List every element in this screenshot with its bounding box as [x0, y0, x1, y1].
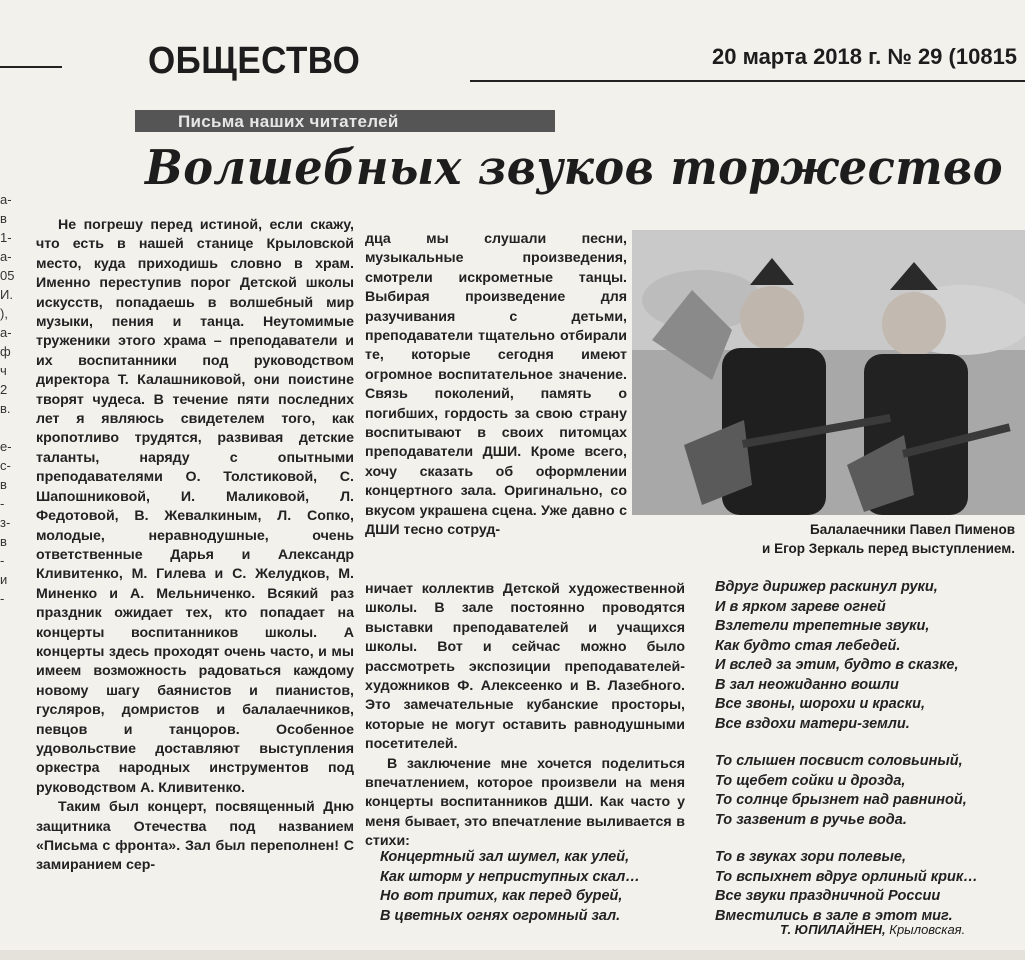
poem-line: То в звуках зори полевые,	[715, 849, 906, 865]
author-place: Крыловская.	[889, 922, 966, 937]
edge-fragment: в	[0, 211, 7, 226]
article-column-2-continued	[365, 580, 685, 852]
edge-fragment: а-	[0, 192, 12, 207]
issue-date: 20 марта 2018 г. № 29 (10815	[712, 44, 1018, 69]
edge-fragment: -	[0, 553, 5, 568]
paragraph: ничает коллектив Детской художественной школы. В зале постоянно проводятся выставки преподавателей и учащихся школы. Вот и сейчас можно было рассмотреть экспозиции преподавателей-художников Ф. Алексеенко и В. Лазебного. Это замечательные кубанские просторы, которые не могут оставить равнодушными посетителей.	[365, 581, 685, 753]
page-bottom-edge	[0, 950, 1025, 960]
edge-fragment: а-	[0, 249, 12, 264]
poem-line: Все звуки праздничной России	[715, 888, 941, 904]
edge-fragment: 1-	[0, 230, 12, 245]
article-column-1	[36, 216, 354, 876]
poem-line: И вслед за этим, будто в сказке,	[715, 657, 959, 673]
poem-line: И в ярком зареве огней	[715, 598, 886, 615]
poem-line: То щебет сойки и дрозда,	[715, 772, 906, 789]
article-column-2	[365, 230, 627, 541]
paragraph: Не погрешу перед истиной, если скажу, что есть в нашей станице Крыловской место, куда приходишь словно в храм. Именно переступив порог Детской школы искусств, попадаешь в волшебный мир музыки, пения и танца. Неутомимые труженики этого храма – преподаватели и их воспитанники под руководством директора Т. Калашниковой, они поистине творят чудеса. В течение пяти последних лет я являюсь свидетелем того, как кропотливо трудятся, развивая детские таланты, наряду с опытными преподавателями О. Толстиковой, С. Шапошниковой, И. Маликовой, Л. Федотовой, В. Жевалкиным, Л. Сопко, молодые, неравнодушные, очень ответственные Дарья и Александр Кливитенко, М. Гилева и С. Желудков, М. Миненко и А. Мельниченко. Всякий раз праздник ожидает тех, кто попадает на концерты воспитанников школы. А концерты здесь проходят очень часто, и мы имеем возможность радоваться каждому новому шагу баянистов и пианистов, гусляров, домристов и балалаечников, певцов и танцоров. Особенное удовольствие доставляют выступления оркестра народных инструментов под руководством А. Кливитенко.	[36, 217, 354, 796]
paragraph: В заключение мне хочется поделиться впечатлением, которое произвели на меня концерты воспитанников ДШИ. Как часто у меня бывает, это впечатление выливается в стихи:	[365, 755, 685, 850]
poem-line: То зазвенит в ручье вода.	[715, 811, 907, 828]
edge-fragment: -	[0, 496, 5, 511]
poem-line: В цветных огнях огромный зал.	[380, 907, 621, 924]
poem-line: То вспыхнет вдруг орлиный крик…	[715, 868, 978, 885]
section-title: ОБЩЕСТВО	[148, 40, 361, 82]
author-name: Т. ЮПИЛАЙНЕН,	[780, 922, 886, 937]
edge-fragment: а-	[0, 325, 12, 340]
poem-line: В зал неожиданно вошли	[715, 676, 899, 693]
photo-caption	[700, 520, 1015, 558]
poem-line: Все вздохи матери-земли.	[715, 715, 910, 732]
poem-stanza	[715, 848, 978, 926]
previous-column-fragment	[0, 190, 20, 608]
poem-stanza	[715, 752, 978, 830]
poem-line: Вдруг дирижер раскинул руки,	[715, 579, 938, 595]
poem-line: Как шторм у неприступных скал…	[380, 868, 640, 885]
edge-fragment: 2	[0, 382, 8, 397]
author-signature	[780, 922, 965, 937]
edge-fragment: с-	[0, 458, 11, 473]
paragraph: дца мы слушали песни, музыкальные произведения, смотрели искрометные танцы. Выбирая произведение для разучивания с детьми, преподаватели тщательно отбирали те, которые сегодня имеют огромное воспитательное значение. Связь поколений, память о погибших, гордость за свою страну воспитывают в своих питомцах преподаватели ДШИ. Кроме всего, хочу сказать об оформлении концертного зала. Оригинально, со вкусом украшена сцена. Уже давно с ДШИ тесно сотруд-	[365, 231, 627, 539]
edge-fragment: ф	[0, 344, 11, 359]
paragraph: Таким был концерт, посвященный Дню защитника Отечества под названием «Письма с фронта». Зал был переполнен! С замиранием сер-	[36, 799, 354, 874]
edge-fragment: з-	[0, 515, 11, 530]
edge-fragment: в	[0, 477, 7, 492]
edge-fragment	[0, 418, 20, 437]
poem-line: Как будто стая лебедей.	[715, 637, 901, 654]
edge-fragment: -	[0, 591, 5, 606]
rubric-label: Письма наших читателей	[178, 112, 399, 131]
poem-line: То солнце брызнет над равниной,	[715, 792, 967, 808]
poem-line: Взлетели трепетные звуки,	[715, 618, 930, 634]
poem-continuation	[715, 578, 978, 944]
poem-stanza-first	[380, 848, 640, 926]
edge-fragment: в.	[0, 401, 11, 416]
poem-line: То слышен посвист соловьиный,	[715, 753, 963, 769]
poem-line: Но вот притих, как перед бурей,	[380, 888, 623, 904]
photo-illustration	[632, 230, 1025, 515]
edge-fragment: И.	[0, 287, 13, 302]
edge-fragment: и	[0, 572, 8, 587]
header-rule-right	[470, 80, 1025, 82]
edge-fragment: в	[0, 534, 7, 549]
article-headline: Волшебных звуков торжество	[145, 140, 1004, 196]
caption-line: и Егор Зеркаль перед выступлением.	[762, 541, 1015, 556]
caption-line: Балалаечники Павел Пименов	[809, 522, 1015, 537]
edge-fragment: ч	[0, 363, 7, 378]
edge-fragment: е-	[0, 439, 12, 454]
poem-line: Все звоны, шорохи и краски,	[715, 696, 925, 712]
poem-line: Концертный зал шумел, как улей,	[380, 849, 630, 865]
poem-line: Вместились в зале в этот миг.	[715, 907, 953, 924]
poem-stanza	[715, 578, 978, 734]
edge-fragment: ),	[0, 306, 8, 321]
photo-balalaika-players	[632, 230, 1025, 515]
edge-fragment: 05	[0, 268, 15, 283]
header-rule-left	[0, 66, 62, 68]
